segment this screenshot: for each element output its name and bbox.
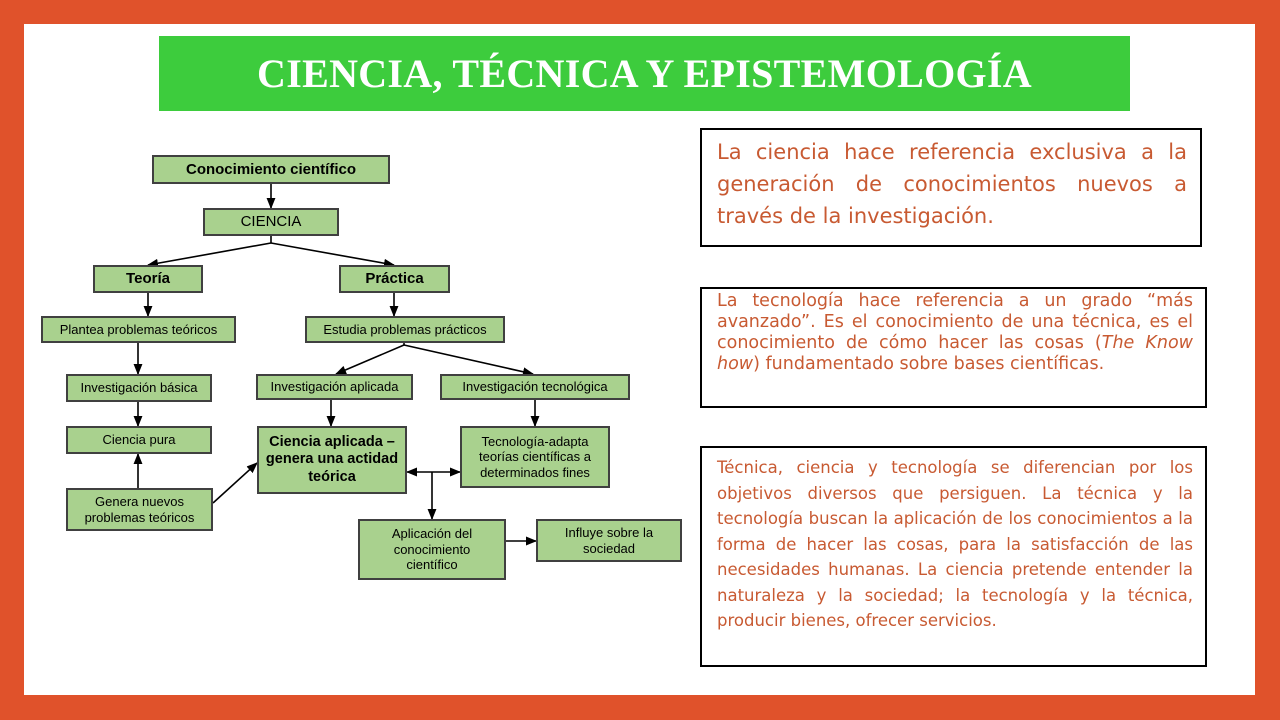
arrow-ciencia-teoria [148, 243, 271, 265]
page-title: CIENCIA, TÉCNICA Y EPISTEMOLOGÍA [257, 51, 1032, 96]
node-ciencia: CIENCIA [203, 208, 339, 236]
node-estudia-problemas: Estudia problemas prácticos [305, 316, 505, 343]
panel-tecnologia [700, 287, 1207, 408]
panel-diferencias-text: Técnica, ciencia y tecnología se diferencian por los objetivos diversos que persiguen. La técnica y la tecnología buscan la aplicación de los conocimientos a la forma de hacer las cosas, para la satisfacción de las necesidades humanas. La ciencia pretende entender la naturaleza y la sociedad; la tecnología y la técnica, producir bienes, ofrecer servicios. [717, 458, 1193, 630]
node-genera-nuevos-problemas: Genera nuevos problemas teóricos [66, 488, 213, 531]
panel-tecnologia-text-start: La tecnología hace referencia a un grado “más avanzado”. Es el conocimiento de una técnica, es el conocimiento de cómo hacer las cosas ( [717, 291, 1193, 353]
node-influye-sociedad: Influye sobre la sociedad [536, 519, 682, 562]
panel-ciencia-text: La ciencia hace referencia exclusiva a la generación de conocimientos nuevos a través de la investigación. [717, 140, 1187, 228]
node-teoria: Teoría [93, 265, 203, 293]
node-practica: Práctica [339, 265, 450, 293]
node-plantea-problemas: Plantea problemas teóricos [41, 316, 236, 343]
node-investigacion-basica: Investigación básica [66, 374, 212, 402]
arrow-estudia-aplicada [336, 345, 404, 374]
arrow-genera-ciencia-aplicada [213, 463, 257, 503]
node-investigacion-aplicada: Investigación aplicada [256, 374, 413, 400]
node-ciencia-aplicada: Ciencia aplicada – genera una actidad teórica [257, 426, 407, 494]
panel-tecnologia-know-how: The Know how [717, 333, 1193, 374]
node-aplicacion-conocimiento: Aplicación del conocimiento científico [358, 519, 506, 580]
panel-ciencia [700, 128, 1202, 247]
node-conocimiento-cientifico: Conocimiento científico [152, 155, 390, 184]
node-tecnologia-adapta: Tecnología-adapta teorías científicas a determinados fines [460, 426, 610, 488]
arrow-ciencia-practica [271, 243, 394, 265]
node-investigacion-tecnologica: Investigación tecnológica [440, 374, 630, 400]
node-ciencia-pura: Ciencia pura [66, 426, 212, 454]
panel-diferencias [700, 446, 1207, 667]
arrow-estudia-tecnologica [404, 345, 533, 374]
panel-tecnologia-paragraph [717, 291, 1193, 375]
panel-tecnologia-text-end: ) fundamentado sobre bases científicas. [753, 354, 1105, 374]
